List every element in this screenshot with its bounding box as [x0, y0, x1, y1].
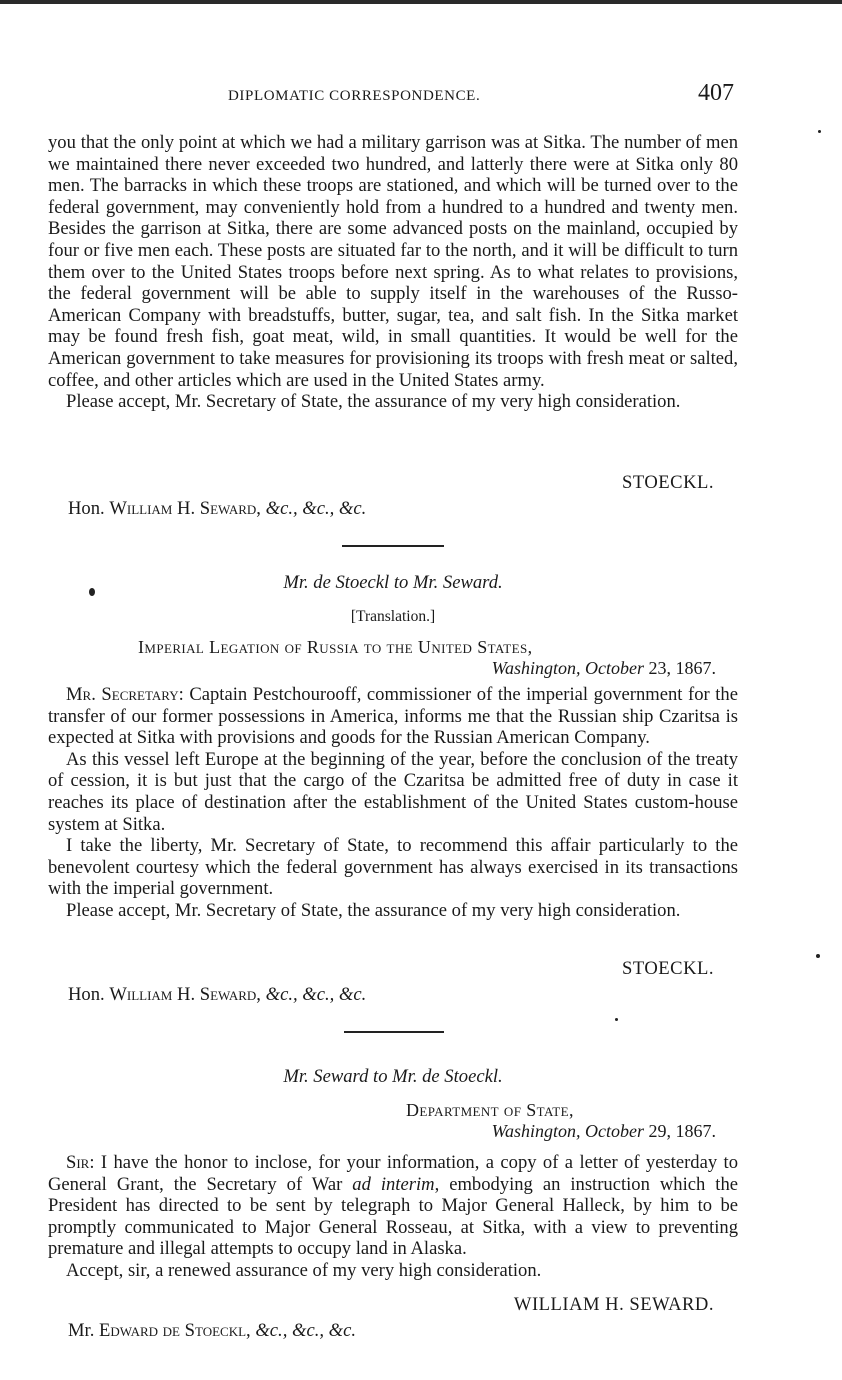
addressee-prefix: Hon. — [68, 498, 110, 519]
salutation: Sir: — [66, 1152, 95, 1173]
page-number: 407 — [698, 80, 734, 106]
salutation: Mr. Secretary: — [66, 684, 184, 705]
letter1-signature: STOECKL. — [622, 472, 714, 493]
letter3-caption: Mr. Seward to Mr. de Stoeckl. — [283, 1066, 503, 1087]
letter3-body — [48, 1152, 738, 1282]
translation-note: [Translation.] — [350, 608, 436, 625]
letter2-paragraph: As this vessel left Europe at the beginning of the year, before the conclusion of the treaty of cession, it is but just that the cargo of the Czaritsa be admitted free of duty in case it reaches its place of destination after the establishment of the United States custom-house system at Sitka. — [48, 748, 738, 835]
letter1-paragraph: you that the only point at which we had a military garrison was at Sitka. The number of men we maintained there never exceeded two hundred, and latterly there were at Sitka only 80 men. The barracks in which these troops are stationed, and which will be turned over to the federal government, may conveniently hold from a hundred to a hundred and twenty men. Besides the garrison at Sitka, there are some advanced posts on the mainland, occupied by four or five men each. These posts are situated far to the north, and it will be difficult to turn them over to the United States troops before next spring. As to what relates to provisions, the federal government will be able to supply itself in the warehouses of the Russo-American Company with breadstuffs, butter, sugar, tea, and salt fish. In the Sitka market may be found fresh fish, goat meat, wild, in small quantities. It would be well for the American government to take measures for provisioning its troops with fresh meat or salted, coffee, and other articles which are used in the United States army. — [48, 132, 738, 391]
letter3-addressee — [48, 1320, 758, 1342]
letter3-body-part-b: , embodying an instruction which the President has directed to be sent by telegraph to Major General Halleck, by him to be promptly communicated to Major General Rosseau, at Sitka, with a view to preventing premature and illegal attempts to occupy land in Alaska. — [48, 1173, 738, 1260]
letter3-paragraph — [48, 1152, 738, 1260]
addressee-name: Edward de Stoeckl, — [99, 1320, 251, 1341]
section-divider — [344, 1031, 444, 1033]
addressee-prefix: Mr. — [68, 1320, 99, 1341]
dateline-date: 29, 1867. — [648, 1121, 716, 1141]
department-name: Department of State, — [406, 1100, 574, 1120]
dateline-date: 23, 1867. — [648, 658, 716, 678]
letter3-closing: Accept, sir, a renewed assurance of my very high consideration. — [66, 1259, 542, 1281]
letter2-body — [48, 684, 738, 922]
page-header — [48, 80, 738, 112]
dateline-place: Washington, — [491, 1121, 581, 1141]
letter3-dateline — [48, 1121, 738, 1142]
letter2-signature: STOECKL. — [622, 958, 714, 979]
letter3-body-italic: ad interim — [352, 1173, 435, 1195]
addressee-prefix: Hon. — [68, 984, 110, 1005]
letter2-caption: Mr. de Stoeckl to Mr. Seward. — [283, 572, 503, 593]
ink-speck — [818, 130, 821, 133]
addressee-suffix: &c., &c., &c. — [260, 984, 367, 1005]
dateline-place: Washington, — [491, 658, 581, 678]
letter2-heading — [48, 637, 738, 679]
letter3-body-part-a: I have the honor to inclose, for your information, a copy of a letter of yesterday to General Grant, the Secretary of War — [48, 1152, 738, 1195]
letter2-paragraph: I take the liberty, Mr. Secretary of State, to recommend this affair particularly to the benevolent courtesy which the federal government has always exercised in its transactions with the imperial government. — [48, 835, 738, 900]
letter1-addressee — [48, 498, 758, 520]
running-head: DIPLOMATIC CORRESPONDENCE. — [228, 88, 481, 104]
ink-speck — [615, 1018, 618, 1021]
addressee-name: William H. Seward, — [109, 498, 261, 519]
ink-speck — [816, 954, 820, 958]
letter1-body — [48, 132, 738, 413]
letter2-paragraph — [48, 684, 738, 749]
top-border-rule — [0, 0, 842, 4]
ink-speck — [89, 588, 95, 596]
letter1-closing: Please accept, Mr. Secretary of State, the assurance of my very high consideration. — [66, 391, 681, 413]
letter3-heading — [48, 1100, 738, 1142]
dateline-month: October — [585, 1121, 644, 1141]
addressee-suffix: &c., &c., &c. — [260, 498, 367, 519]
section-divider — [342, 545, 444, 547]
letter2-closing: Please accept, Mr. Secretary of State, the assurance of my very high consideration. — [66, 899, 681, 921]
letter2-para1-text: Captain Pestchourooff, commissioner of the imperial government for the transfer of our former possessions in America, informs me that the Russian ship Czaritsa is expected at Sitka with provisions and goods for the Russian American Company. — [48, 684, 738, 749]
letter2-addressee — [48, 984, 758, 1006]
addressee-suffix: &c., &c., &c. — [250, 1320, 357, 1341]
legation-name: Imperial Legation of Russia to the United States, — [138, 637, 533, 657]
letter2-dateline — [48, 658, 738, 679]
letter3-signature: WILLIAM H. SEWARD. — [513, 1294, 714, 1315]
addressee-name: William H. Seward, — [109, 984, 261, 1005]
dateline-month: October — [585, 658, 644, 678]
